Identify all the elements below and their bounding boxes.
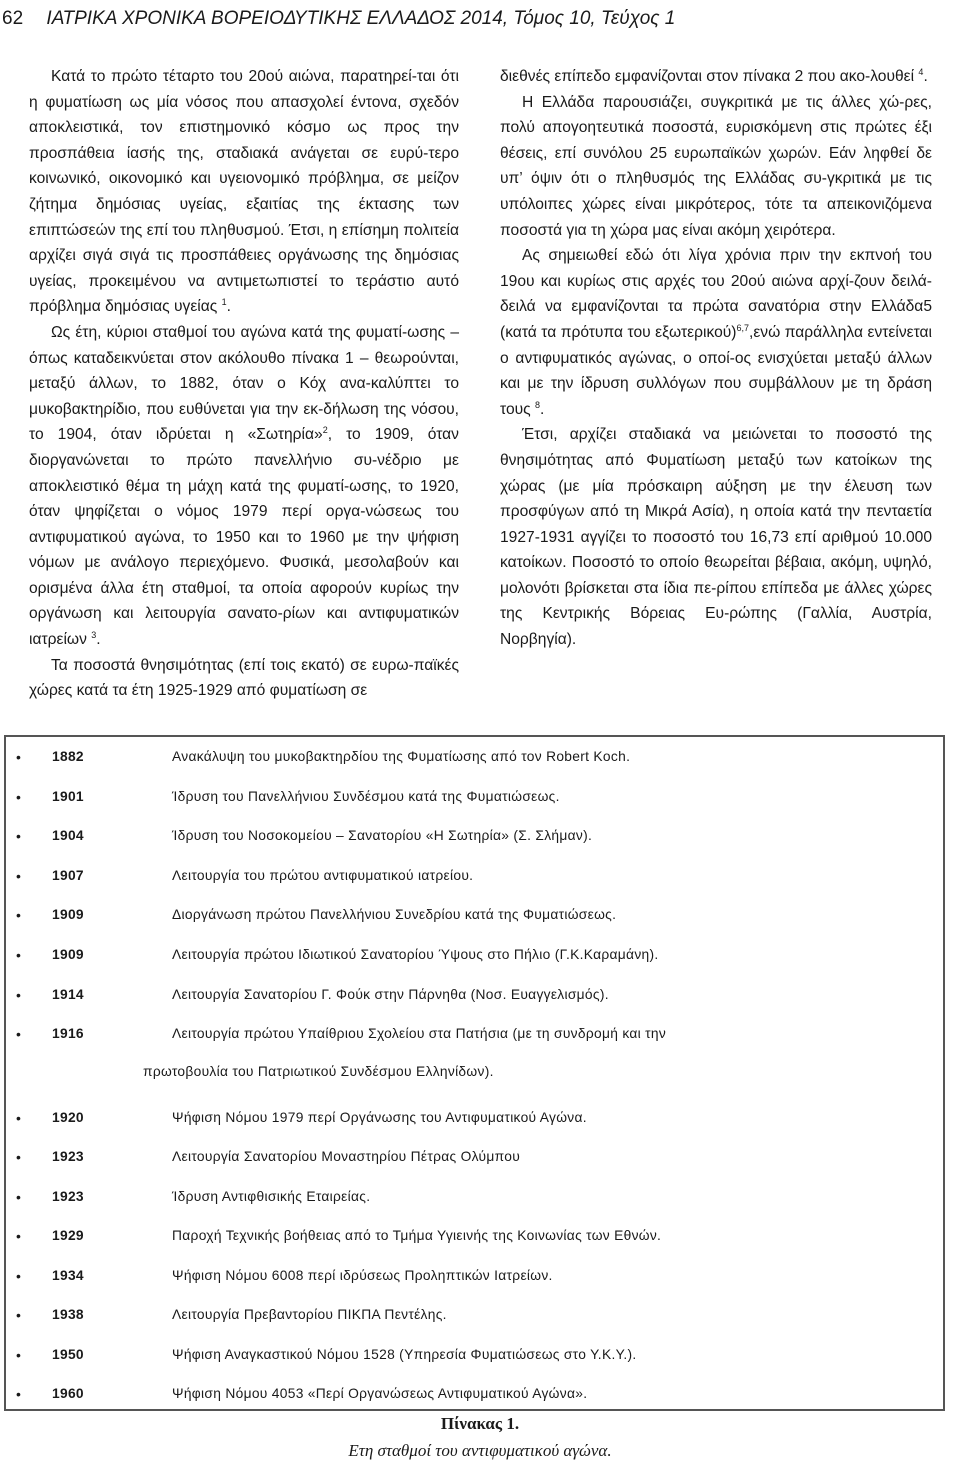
bullet-icon: • bbox=[16, 1307, 22, 1323]
row-year: 1914 bbox=[52, 987, 84, 1002]
row-event-continued: πρωτοβουλία του Πατριωτικού Συνδέσμου Ελληνίδων). bbox=[143, 1064, 494, 1079]
row-year: 1907 bbox=[52, 868, 84, 883]
bullet-icon: • bbox=[16, 1149, 22, 1165]
row-year: 1909 bbox=[52, 907, 84, 922]
row-year: 1901 bbox=[52, 789, 84, 804]
row-year: 1950 bbox=[52, 1347, 84, 1362]
row-event: Λειτουργία του πρώτου αντιφυματικού ιατρείου. bbox=[172, 868, 474, 883]
row-year: 1934 bbox=[52, 1268, 84, 1283]
paragraph: Κατά το πρώτο τέταρτο του 20ού αιώνα, παρατηρεί-ται ότι η φυματίωση ως μία νόσος που απασχολεί έντονα, σχεδόν αποκλειστικά, τον επιστημονικό κόσμο ως προς την προσπάθεια ίασής της, σταδιακά ανάγεται σε ευρύ-τερο κοινωνικό, οικονομικό και υγειονομικό πρόβλημα, σε μείζον ζήτημα δημόσιας υγείας, εξαιτίας της έκτασης των επιπτώσεών της επί του πληθυσμού. Έτσι, η επίσημη πολιτεία αρχίζει σιγά σιγά τις προσπάθειες οργάνωσης της δημόσιας υγείας, προκειμένου να αντιμετωπιστεί το τεράστιο αυτό πρόβλημα δημόσιας υγείας $^1$. bbox=[29, 68, 459, 316]
bullet-icon: • bbox=[16, 1347, 22, 1363]
row-year: 1960 bbox=[52, 1386, 84, 1401]
milestones-table bbox=[4, 735, 945, 1411]
bullet-icon: • bbox=[16, 1110, 22, 1126]
row-event: Ίδρυση του Πανελλήνιου Συνδέσμου κατά της Φυματιώσεως. bbox=[172, 789, 560, 804]
bullet-icon: • bbox=[16, 1189, 22, 1205]
bullet-icon: • bbox=[16, 907, 22, 923]
row-event: Λειτουργία Πρεβαντορίου ΠΙΚΠΑ Πεντέλης. bbox=[172, 1307, 447, 1322]
row-year: 1904 bbox=[52, 828, 84, 843]
bullet-icon: • bbox=[16, 1268, 22, 1284]
row-year: 1938 bbox=[52, 1307, 84, 1322]
paragraph: Η Ελλάδα παρουσιάζει, συγκριτικά με τις άλλες χώ-ρες, πολύ απογοητευτικά ποσοστά, ευρισκόμενη στις πρώτες έξι θέσεις, επί συνόλου 25 ευρωπαϊκών χωρών. Εάν ληφθεί δε υπ’ όψιν ότι ο πληθυσμός της Ελλάδας συ-γκριτικά με τις υπόλοιπες χώρες είναι μικρότερος, τότε τα απεικονιζόμενα ποσοστά για τη χώρα μας είναι ακόμη χειρότερα. bbox=[500, 93, 932, 239]
citation: 3 bbox=[91, 629, 97, 640]
paragraph: Ως έτη, κύριοι σταθμοί του αγώνα κατά της φυματί-ωσης – όπως καταδεικνύεται στον ακόλουθο πίνακα 1 – θεωρούνται, μεταξύ άλλων, το 1882, όταν ο Κόχ ανα-καλύπτει το μυκοβακτηρίδιο, που ευθύνεται για την εκ-δήλωση της νόσου, το 1904, όταν ιδρύεται η «Σωτηρία»$^2$, το 1909, όταν διοργανώνεται το πρώτο πανελλήνιο συ-νέδριο με αποκλειστικό θέμα τη μάχη κατά της φυματί-ωσης, το 1920, όταν ψηφίζεται ο νόμος 1979 περί οργα-νώσεως του αντιφυματικού αγώνα, το 1950 και το 1960 με την ψήφιση νόμων με ανάλογο περιεχόμενο. Φυσικά, μεσολαβούν και ορισμένα άλλα έτη σταθμοί, τα οποία αφορούν κυρίως την οργάνωση και λειτουργία σανατο-ρίων και αντιφυματικών ιατρείων $^3$. bbox=[29, 323, 459, 649]
row-event: Λειτουργία πρώτου Ιδιωτικού Σανατορίου Ύψους στο Πήλιο (Γ.Κ.Καραμάνη). bbox=[172, 947, 659, 962]
row-year: 1929 bbox=[52, 1228, 84, 1243]
row-year: 1920 bbox=[52, 1110, 84, 1125]
citation: 6,7 bbox=[736, 322, 749, 333]
bullet-icon: • bbox=[16, 1026, 22, 1042]
row-year: 1916 bbox=[52, 1026, 84, 1041]
bullet-icon: • bbox=[16, 828, 22, 844]
row-year: 1923 bbox=[52, 1149, 84, 1164]
bullet-icon: • bbox=[16, 868, 22, 884]
row-event: Ανακάλυψη του μυκοβακτηρδίου της Φυματίωσης από τον Robert Koch. bbox=[172, 749, 631, 764]
row-year: 1882 bbox=[52, 749, 84, 764]
bullet-icon: • bbox=[16, 947, 22, 963]
row-year: 1909 bbox=[52, 947, 84, 962]
running-header bbox=[0, 2, 960, 40]
row-year: 1923 bbox=[52, 1189, 84, 1204]
bullet-icon: • bbox=[16, 1228, 22, 1244]
row-event: Ψήφιση Αναγκαστικού Νόμου 1528 (Υπηρεσία Φυματιώσεως στο Υ.Κ.Υ.). bbox=[172, 1347, 637, 1362]
citation: 2 bbox=[322, 425, 328, 436]
right-column bbox=[500, 64, 932, 653]
citation: 1 bbox=[221, 297, 227, 308]
bullet-icon: • bbox=[16, 789, 22, 805]
citation: 8 bbox=[535, 399, 541, 410]
row-event: Λειτουργία πρώτου Υπαίθριου Σχολείου στα Πατήσια (με τη συνδρομή και την bbox=[172, 1026, 667, 1041]
row-event: Ψήφιση Νόμου 6008 περί ιδρύσεως Προληπτικών Ιατρείων. bbox=[172, 1268, 553, 1283]
paragraph: Τα ποσοστά θνησιμότητας (επί τοις εκατό) σε ευρω-παϊκές χώρες κατά τα έτη 1925-1929 από φυματίωση σε bbox=[29, 656, 459, 700]
left-column bbox=[29, 64, 459, 704]
page-number: 62 bbox=[2, 8, 24, 29]
citation: 4 bbox=[918, 66, 924, 77]
row-event: Ψήφιση Νόμου 4053 «Περί Οργανώσεως Αντιφυματικού Αγώνα». bbox=[172, 1386, 588, 1401]
table-caption-title: Πίνακας 1. bbox=[440, 1414, 520, 1433]
journal-title: ΙΑΤΡΙΚΑ ΧΡΟΝΙΚΑ ΒΟΡΕΙΟΔΥΤΙΚΗΣ ΕΛΛΑΔΟΣ 2014, Τόμος 10, Τεύχος 1 bbox=[46, 8, 676, 29]
row-event: Διοργάνωση πρώτου Πανελλήνιου Συνεδρίου κατά της Φυματιώσεως. bbox=[172, 907, 617, 922]
row-event: Ψήφιση Νόμου 1979 περί Οργάνωσης του Αντιφυματικού Αγώνα. bbox=[172, 1110, 587, 1125]
bullet-icon: • bbox=[16, 1386, 22, 1402]
row-event: Ίδρυση του Νοσοκομείου – Σανατορίου «Η Σωτηρία» (Σ. Σλήμαν). bbox=[172, 828, 593, 843]
row-event: Λειτουργία Σανατορίου Μοναστηρίου Πέτρας Ολύμπου bbox=[172, 1149, 521, 1164]
table-caption-subtitle: Ετη σταθμοί του αντιφυματικού αγώνα. bbox=[348, 1441, 612, 1460]
bullet-icon: • bbox=[16, 749, 22, 765]
bullet-icon: • bbox=[16, 987, 22, 1003]
row-event: Λειτουργία Σανατορίου Γ. Φούκ στην Πάρνηθα (Νοσ. Ευαγγελισμός). bbox=[172, 987, 609, 1002]
paragraph: διεθνές επίπεδο εμφανίζονται στον πίνακα 2 που ακο-λουθεί $^4$. bbox=[500, 66, 928, 85]
row-event: Παροχή Τεχνικής βοήθειας από το Τμήμα Υγιεινής της Κοινωνίας των Εθνών. bbox=[172, 1228, 662, 1243]
row-event: Ίδρυση Αντιφθισικής Εταιρείας. bbox=[172, 1189, 371, 1204]
paragraph: Ας σημειωθεί εδώ ότι λίγα χρόνια πριν την εκπνοή του 19ου και κυρίως στις αρχές του 20ού αιώνα αρχί-ζουν δειλά-δειλά να εμφανίζονται τα πρώτα σανατόρια στην Ελλάδα5 (κατά τα πρότυπα του εξωτερικού)$^{6,7}$,ενώ παράλληλα εντείνεται ο αντιφυματικός αγώνας, ο οποί-ος ενισχύεται μεταξύ άλλων και με την ίδρυση συλλόγων που συμβάλλουν με τη δράση τους $^8$. bbox=[500, 247, 932, 418]
paragraph: Έτσι, αρχίζει σταδιακά να μειώνεται το ποσοστό της θνησιμότητας από Φυματίωση μεταξύ των κατοίκων της χώρας (με μία πρόσκαιρη αύξηση με την έλευση των προσφύγων από τη Μικρά Ασία), η οποία κατά την πενταετία 1927-1931 αγγίζει το ποσοστό του 16,73 επί αριθμού 10.000 κατοίκων. Ποσοστό το οποίο θεωρείται βέβαια, ακόμη, υψηλό, μολονότι βρίσκεται στα ίδια πε-ρίπου επίπεδα με άλλες χώρες της Κεντρικής Βόρειας Ευ-ρώπης (Γαλλία, Αυστρία, Νορβηγία). bbox=[500, 426, 932, 649]
